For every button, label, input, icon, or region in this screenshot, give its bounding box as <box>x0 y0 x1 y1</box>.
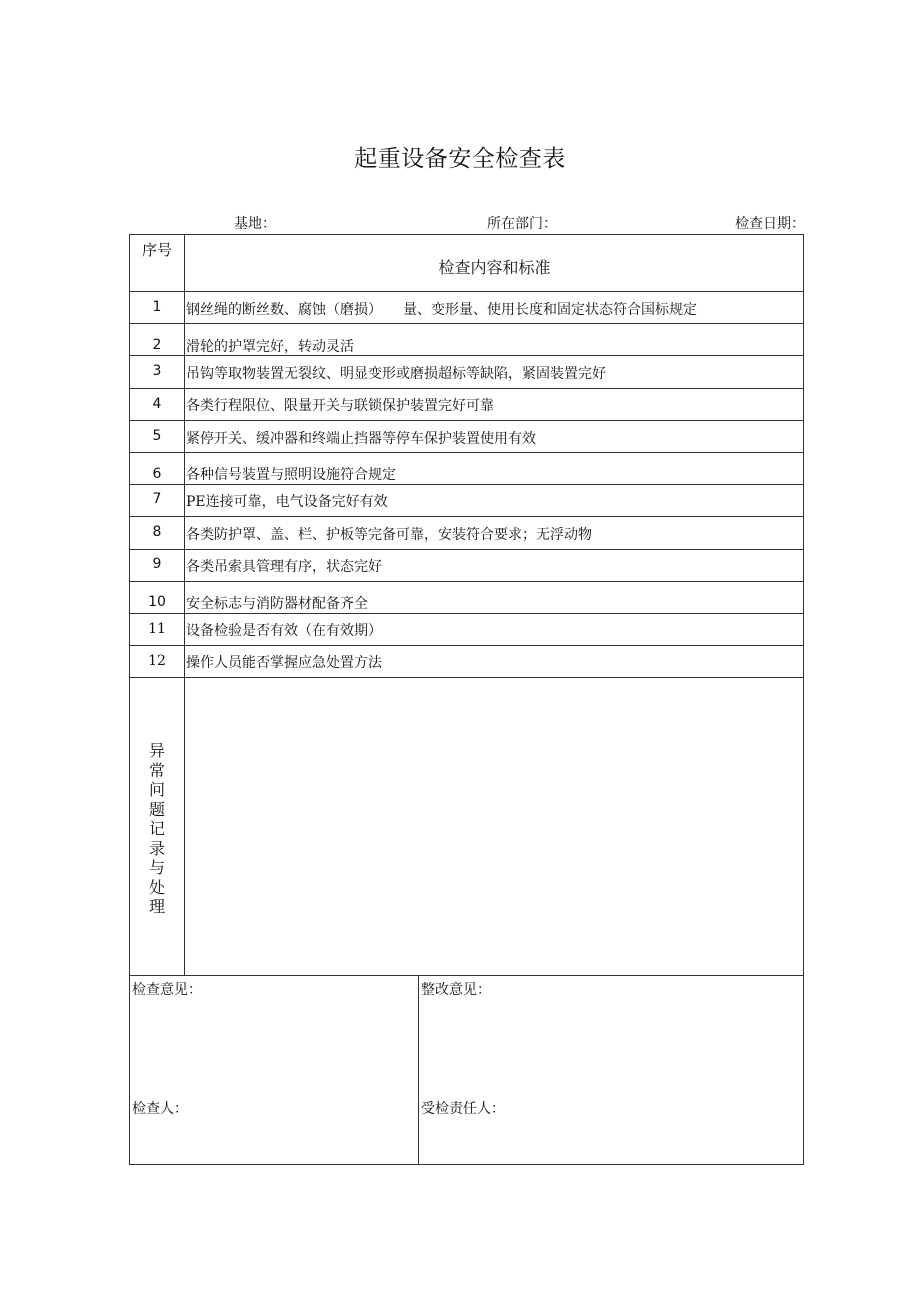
item-number: 6 <box>152 466 162 482</box>
item-text: 安全标志与消防器材配备齐全 <box>186 596 368 612</box>
row-divider <box>130 484 803 485</box>
item-number: 2 <box>152 337 162 353</box>
inspection-date-field: 检查日期： <box>735 216 805 232</box>
column-divider <box>418 975 419 1164</box>
row-divider <box>130 677 803 678</box>
opinion-section <box>129 975 804 1165</box>
seq-header: 序号 <box>141 241 172 259</box>
row-divider <box>130 613 803 614</box>
item-text: 各种信号装置与照明设施符合规定 <box>186 467 396 483</box>
row-divider <box>130 581 803 582</box>
item-text: 操作人员能否掌握应急处置方法 <box>186 655 382 671</box>
item-number: 8 <box>152 524 162 540</box>
row-divider <box>130 452 803 453</box>
base-field: 基地： <box>234 216 276 232</box>
row-divider <box>130 516 803 517</box>
page-title: 起重设备安全检查表 <box>354 146 566 172</box>
row-divider <box>130 388 803 389</box>
row-divider <box>130 645 803 646</box>
item-text: 钢丝绳的断丝数、腐蚀（磨损） 量、变形量、使用长度和固定状态符合国标规定 <box>186 302 697 318</box>
column-divider <box>184 235 185 975</box>
item-number: 11 <box>148 621 166 637</box>
content-header: 检查内容和标准 <box>438 258 551 277</box>
item-number: 7 <box>152 491 162 507</box>
item-number: 10 <box>148 594 166 610</box>
item-number: 4 <box>152 396 162 412</box>
checklist-table <box>129 234 804 976</box>
item-text: 各类行程限位、限量开关与联锁保护装置完好可靠 <box>186 398 494 414</box>
row-divider <box>130 323 803 324</box>
abnormal-issues-label: 异 常 问 题 记 录 与 处 理 <box>148 741 165 916</box>
item-text: PE连接可靠，电气设备完好有效 <box>186 494 388 510</box>
responsible-person-label: 受检责任人： <box>421 1101 505 1117</box>
item-number: 9 <box>152 556 162 572</box>
row-divider <box>130 420 803 421</box>
row-divider <box>130 291 803 292</box>
item-text: 吊钩等取物装置无裂纹、明显变形或磨损超标等缺陷，紧固装置完好 <box>186 366 606 382</box>
item-number: 5 <box>152 428 162 444</box>
item-text: 紧停开关、缓冲器和终端止挡器等停车保护装置使用有效 <box>186 431 536 447</box>
item-text: 各类吊索具管理有序，状态完好 <box>186 559 382 575</box>
department-field: 所在部门： <box>487 216 557 232</box>
inspection-opinion-label: 检查意见： <box>132 982 202 998</box>
item-text: 各类防护罩、盖、栏、护板等完备可靠，安装符合要求；无浮动物 <box>186 527 592 543</box>
inspector-label: 检查人： <box>132 1101 188 1117</box>
item-number: 12 <box>148 653 166 669</box>
item-number: 3 <box>152 363 162 379</box>
item-number: 1 <box>152 299 162 315</box>
row-divider <box>130 549 803 550</box>
item-text: 设备检验是否有效（在有效期） <box>186 623 382 639</box>
rectification-opinion-label: 整改意见： <box>421 982 491 998</box>
item-text: 滑轮的护罩完好，转动灵活 <box>186 339 354 355</box>
